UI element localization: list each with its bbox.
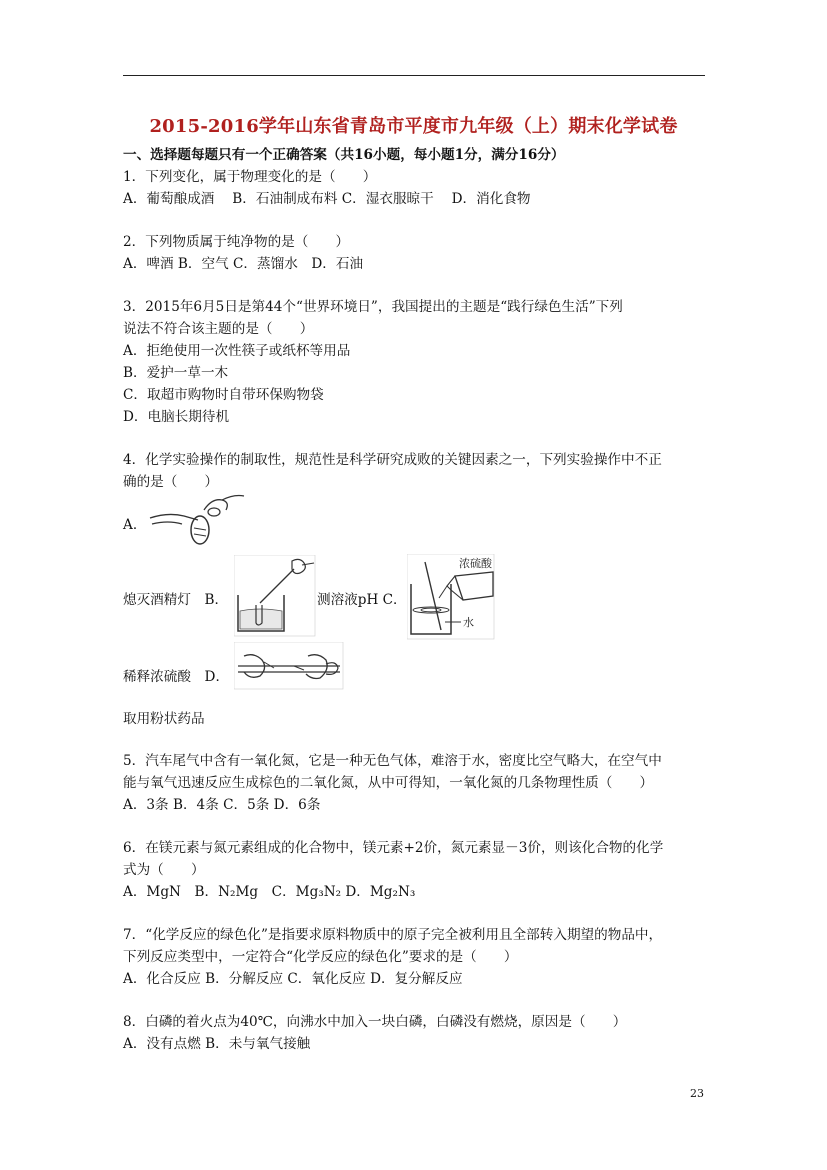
q8-stem: 8．白磷的着火点为40℃，向沸水中加入一块白磷，白磷没有燃烧，原因是（ ） xyxy=(123,1014,627,1030)
q1-stem: 1．下列变化，属于物理变化的是（ ） xyxy=(123,169,377,185)
q4-stem-line1: 4．化学实验操作的制取性，规范性是科学研究成败的关键因素之一，下列实验操作中不正 xyxy=(123,452,662,468)
q8-options: A．没有点燃 B．未与氧气接触 xyxy=(123,1036,311,1052)
ph-test-figure xyxy=(234,555,316,637)
q4-row2-left: 熄灭酒精灯 B． xyxy=(123,592,229,608)
q2-options: A．啤酒 B．空气 C．蒸馏水 D．石油 xyxy=(123,256,364,272)
q4-row4: 取用粉状药品 xyxy=(123,711,205,727)
q1-options: A．葡萄酿成酒 B．石油制成布料 C．湿衣服晾干 D．消化食物 xyxy=(123,191,531,207)
q2-stem: 2．下列物质属于纯净物的是（ ） xyxy=(123,234,350,250)
q4-row2-mid: 测溶液pH C． xyxy=(317,592,407,608)
q5-options: A．3条 B．4条 C．5条 D．6条 xyxy=(123,797,321,813)
q3-option-c: C．取超市购物时自带环保购物袋 xyxy=(123,387,324,403)
q6-stem-line1: 6．在镁元素与氮元素组成的化合物中，镁元素+2价，氮元素显－3价，则该化合物的化学 xyxy=(123,840,664,856)
q7-stem-line2: 下列反应类型中，一定符合“化学反应的绿色化”要求的是（ ） xyxy=(123,949,518,965)
q3-stem-line2: 说法不符合该主题的是（ ） xyxy=(123,321,314,337)
q5-stem-line2: 能与氧气迅速反应生成棕色的二氧化氮，从中可得知，一氧化氮的几条物理性质（ ） xyxy=(123,775,654,791)
q3-option-b: B．爱护一草一木 xyxy=(123,365,229,381)
q3-option-d: D．电脑长期待机 xyxy=(123,409,230,425)
header-rule xyxy=(123,75,705,76)
water-label: 水 xyxy=(463,616,474,629)
dilution-figure xyxy=(407,554,495,640)
q7-options: A．化合反应 B．分解反应 C．氧化反应 D．复分解反应 xyxy=(123,971,463,987)
alcohol-lamp-figure xyxy=(148,490,248,552)
q3-option-a: A．拒绝使用一次性筷子或纸杯等用品 xyxy=(123,343,351,359)
q4-label-a: A． xyxy=(123,517,147,533)
powder-reagent-figure xyxy=(234,642,344,690)
q3-stem-line1: 3．2015年6月5日是第44个“世界环境日”，我国提出的主题是“践行绿色生活”下列 xyxy=(123,299,623,315)
q5-stem-line1: 5．汽车尾气中含有一氧化氮，它是一种无色气体，难溶于水，密度比空气略大，在空气中 xyxy=(123,753,662,769)
q4-row3-left: 稀释浓硫酸 D． xyxy=(123,669,230,685)
q7-stem-line1: 7．“化学反应的绿色化”是指要求原料物质中的原子完全被利用且全部转入期望的物品中， xyxy=(123,927,663,943)
q4-stem-line2: 确的是（ ） xyxy=(123,474,219,490)
section-heading: 一、选择题每题只有一个正确答案（共16小题，每小题1分，满分16分） xyxy=(123,147,565,163)
page-number: 23 xyxy=(690,1087,704,1100)
page-title: 2015-2016学年山东省青岛市平度市九年级（上）期末化学试卷 xyxy=(149,116,678,137)
conc-acid-label: 浓硫酸 xyxy=(459,557,492,570)
q6-stem-line2: 式为（ ） xyxy=(123,862,205,878)
q6-options: A．MgN B．N₂Mg C．Mg₃N₂ D．Mg₂N₃ xyxy=(123,884,416,900)
